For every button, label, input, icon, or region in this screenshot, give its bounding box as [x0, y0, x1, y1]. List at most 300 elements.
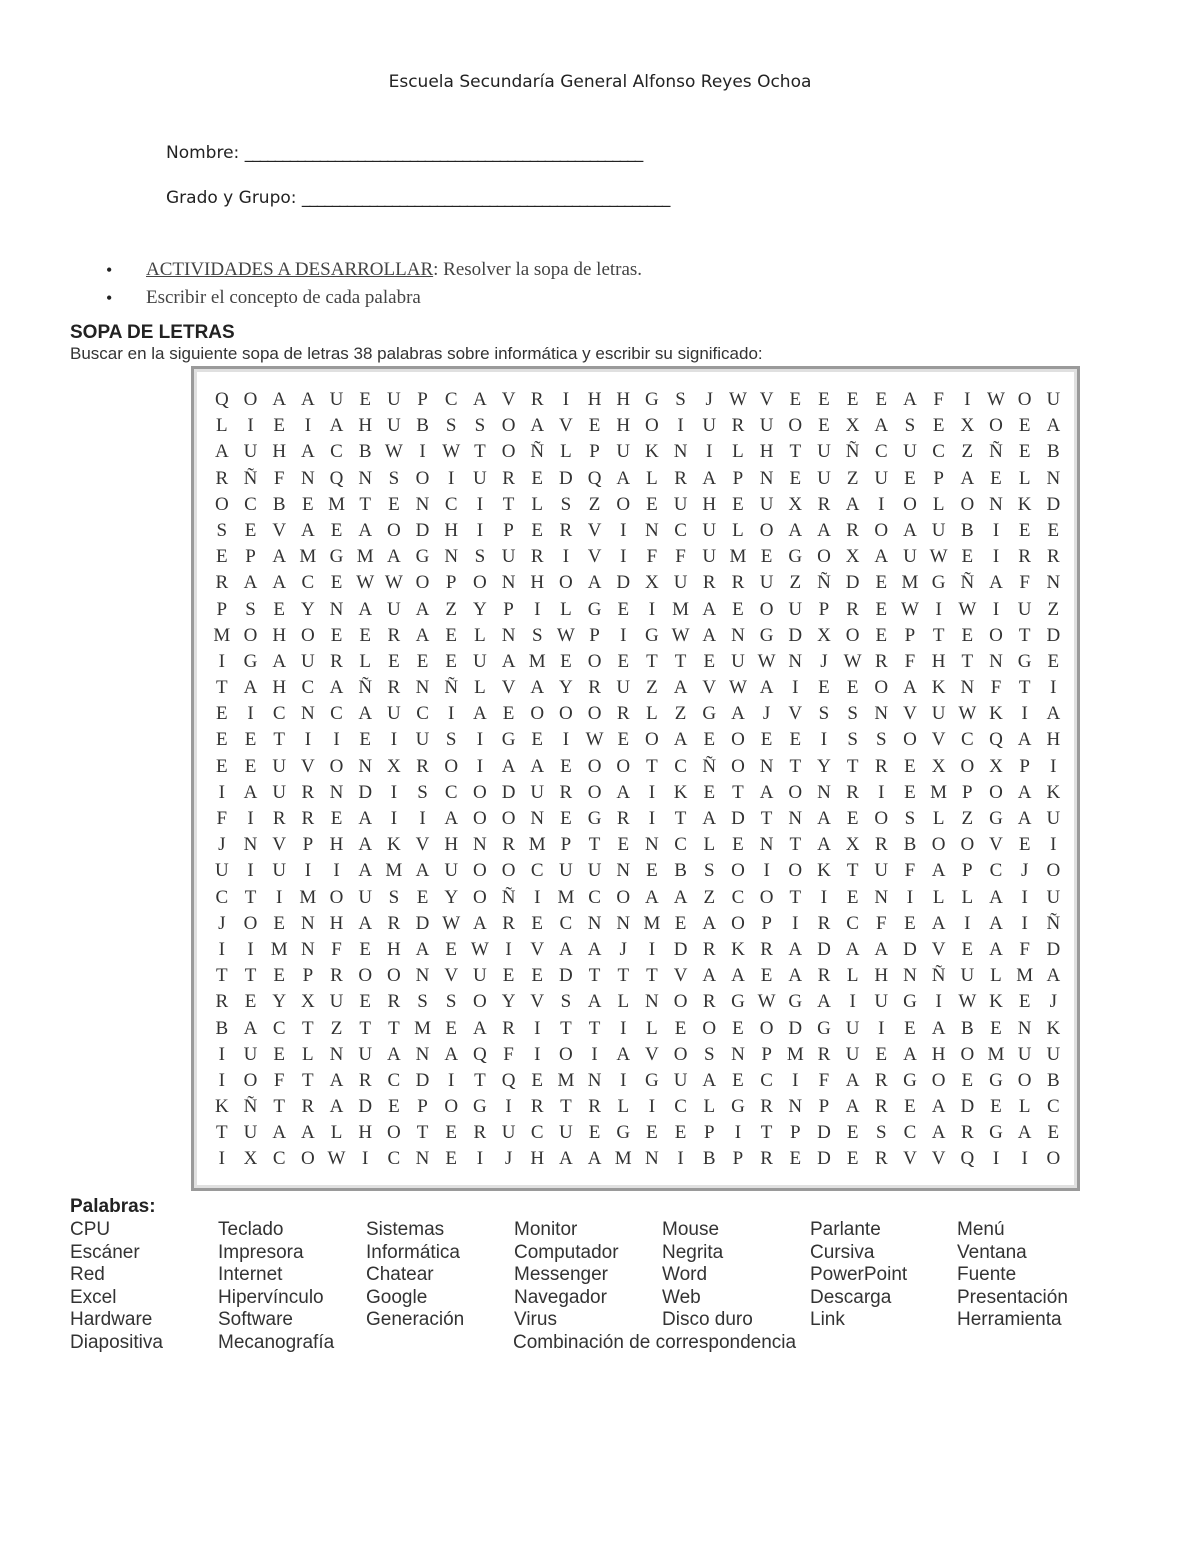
grid-cell[interactable]: R [760, 1096, 774, 1118]
grid-cell[interactable]: T [646, 965, 659, 987]
grid-cell[interactable]: N [731, 624, 746, 646]
grid-cell[interactable]: H [329, 834, 345, 856]
grid-cell[interactable]: T [674, 808, 688, 829]
grid-cell[interactable]: I [362, 1148, 370, 1170]
grid-cell[interactable]: R [760, 1148, 774, 1170]
grid-cell[interactable]: E [244, 755, 258, 777]
grid-cell[interactable]: B [1046, 1069, 1061, 1091]
grid-cell[interactable]: E [875, 389, 889, 410]
grid-cell[interactable]: I [534, 1043, 542, 1065]
grid-cell[interactable]: Y [559, 677, 574, 699]
grid-cell[interactable]: P [818, 598, 831, 620]
grid-cell[interactable]: E [789, 389, 803, 410]
grid-cell[interactable]: S [417, 991, 429, 1013]
grid-cell[interactable]: L [961, 886, 975, 908]
grid-cell[interactable]: W [929, 546, 949, 568]
grid-cell[interactable]: R [330, 965, 344, 987]
grid-cell[interactable]: L [302, 1043, 315, 1065]
grid-cell[interactable]: A [817, 519, 832, 541]
grid-cell[interactable]: R [588, 1096, 602, 1118]
grid-cell[interactable]: A [1017, 1122, 1033, 1144]
grid-cell[interactable]: I [476, 493, 485, 515]
grid-cell[interactable]: H [387, 938, 402, 960]
grid-cell[interactable]: S [445, 729, 458, 751]
grid-cell[interactable]: A [272, 1122, 288, 1144]
grid-cell[interactable]: R [817, 493, 832, 515]
grid-cell[interactable]: V [501, 389, 517, 410]
grid-cell[interactable]: I [1050, 677, 1058, 699]
grid-cell[interactable]: O [243, 1069, 259, 1091]
grid-cell[interactable]: I [390, 729, 399, 751]
grid-cell[interactable]: A [329, 1069, 345, 1091]
grid-cell[interactable]: O [530, 703, 546, 725]
grid-cell[interactable]: C [674, 1096, 688, 1118]
grid-cell[interactable]: I [448, 467, 456, 489]
grid-cell[interactable]: E [875, 572, 889, 594]
grid-cell[interactable]: O [1017, 1069, 1033, 1091]
grid-cell[interactable]: D [817, 1122, 832, 1144]
grid-cell[interactable]: M [987, 1043, 1006, 1065]
grid-cell[interactable]: C [674, 519, 688, 541]
grid-cell[interactable]: O [243, 624, 259, 646]
grid-cell[interactable]: E [1018, 519, 1032, 541]
grid-cell[interactable]: X [960, 415, 976, 437]
grid-cell[interactable]: Z [1047, 598, 1061, 620]
grid-cell[interactable]: U [903, 546, 918, 568]
grid-cell[interactable]: I [648, 598, 657, 620]
grid-cell[interactable]: W [384, 441, 404, 463]
grid-cell[interactable]: A [1046, 415, 1062, 437]
grid-cell[interactable]: H [616, 415, 632, 437]
grid-cell[interactable]: C [731, 886, 746, 908]
grid-cell[interactable]: D [1046, 938, 1062, 960]
grid-cell[interactable]: J [1020, 860, 1030, 882]
grid-cell[interactable]: A [243, 781, 259, 803]
grid-cell[interactable]: V [673, 965, 689, 987]
grid-cell[interactable]: E [273, 965, 286, 987]
grid-cell[interactable]: U [329, 389, 345, 410]
grid-cell[interactable]: I [964, 389, 972, 410]
grid-cell[interactable]: L [990, 965, 1003, 987]
grid-cell[interactable]: O [903, 493, 918, 515]
grid-cell[interactable]: C [301, 677, 316, 699]
grid-cell[interactable]: L [1018, 1096, 1032, 1118]
grid-cell[interactable]: O [788, 415, 804, 437]
grid-cell[interactable]: T [244, 886, 258, 908]
grid-cell[interactable]: V [702, 677, 718, 699]
grid-cell[interactable]: M [557, 886, 576, 908]
grid-cell[interactable]: E [732, 834, 745, 856]
grid-cell[interactable]: T [560, 1096, 573, 1118]
grid-cell[interactable]: R [760, 938, 774, 960]
grid-cell[interactable]: C [444, 493, 459, 515]
grid-cell[interactable]: A [1017, 808, 1033, 829]
grid-cell[interactable]: E [359, 624, 372, 646]
grid-cell[interactable]: O [329, 755, 345, 777]
grid-cell[interactable]: R [874, 755, 889, 777]
grid-cell[interactable]: D [415, 519, 431, 541]
grid-cell[interactable]: E [416, 886, 430, 908]
grid-cell[interactable]: R [215, 467, 230, 489]
name-field[interactable] [166, 143, 642, 163]
grid-cell[interactable]: U [387, 415, 402, 437]
grid-cell[interactable]: A [243, 1017, 259, 1039]
grid-cell[interactable]: L [932, 886, 946, 908]
grid-cell[interactable]: O [415, 467, 431, 489]
grid-cell[interactable]: U [616, 677, 632, 699]
grid-cell[interactable]: R [1046, 546, 1061, 568]
grid-cell[interactable]: Z [674, 703, 688, 725]
grid-cell[interactable]: E [961, 624, 975, 646]
grid-cell[interactable]: T [789, 441, 803, 463]
grid-cell[interactable]: W [958, 598, 978, 620]
grid-cell[interactable]: D [501, 781, 517, 803]
grid-cell[interactable]: R [674, 467, 688, 489]
grid-cell[interactable]: I [620, 1069, 628, 1091]
grid-cell[interactable]: E [531, 1069, 545, 1091]
grid-cell[interactable]: I [878, 493, 886, 515]
grid-cell[interactable]: A [989, 912, 1004, 934]
grid-cell[interactable]: U [702, 519, 718, 541]
grid-cell[interactable]: U [587, 860, 603, 882]
grid-cell[interactable]: D [788, 1017, 804, 1039]
grid-cell[interactable]: M [901, 572, 920, 594]
grid-cell[interactable]: M [557, 1069, 576, 1091]
grid-cell[interactable]: L [531, 493, 545, 515]
grid-cell[interactable]: O [1017, 389, 1033, 410]
grid-cell[interactable]: N [415, 493, 431, 515]
grid-cell[interactable]: P [1019, 755, 1031, 777]
grid-cell[interactable]: A [272, 650, 288, 672]
grid-cell[interactable]: E [932, 415, 946, 437]
grid-cell[interactable]: C [387, 1148, 402, 1170]
grid-cell[interactable]: U [387, 598, 402, 620]
grid-cell[interactable]: R [215, 991, 230, 1013]
grid-cell[interactable]: P [503, 598, 515, 620]
grid-cell[interactable]: P [445, 572, 458, 594]
grid-cell[interactable]: M [528, 834, 547, 856]
grid-cell[interactable]: A [473, 389, 488, 410]
grid-cell[interactable]: I [648, 1096, 657, 1118]
grid-cell[interactable]: E [330, 624, 344, 646]
grid-cell[interactable]: I [218, 781, 226, 803]
grid-cell[interactable]: E [330, 519, 344, 541]
grid-cell[interactable]: Q [587, 467, 603, 489]
grid-cell[interactable]: A [989, 572, 1004, 594]
grid-cell[interactable]: T [789, 755, 803, 777]
grid-cell[interactable]: T [502, 493, 516, 515]
grid-cell[interactable]: R [301, 808, 316, 829]
grid-cell[interactable]: M [270, 938, 289, 960]
grid-cell[interactable]: K [1046, 781, 1062, 803]
grid-cell[interactable]: A [329, 1096, 345, 1118]
grid-cell[interactable]: F [904, 860, 917, 882]
grid-cell[interactable]: G [931, 572, 947, 594]
grid-cell[interactable]: E [560, 650, 573, 672]
grid-cell[interactable]: G [616, 1122, 632, 1144]
grid-cell[interactable]: N [501, 572, 517, 594]
grid-cell[interactable]: I [878, 1017, 886, 1039]
grid-cell[interactable]: V [931, 1148, 947, 1170]
grid-cell[interactable]: R [502, 467, 516, 489]
grid-cell[interactable]: P [589, 624, 601, 646]
grid-cell[interactable]: R [731, 572, 746, 594]
grid-cell[interactable]: H [874, 965, 890, 987]
grid-cell[interactable]: N [415, 1043, 431, 1065]
grid-cell[interactable]: O [501, 860, 517, 882]
grid-cell[interactable]: I [1021, 886, 1029, 908]
grid-cell[interactable]: A [931, 1122, 947, 1144]
grid-cell[interactable]: S [474, 546, 487, 568]
grid-cell[interactable]: H [272, 441, 288, 463]
grid-cell[interactable]: H [931, 650, 947, 672]
grid-cell[interactable]: E [703, 729, 717, 751]
grid-cell[interactable]: M [528, 650, 547, 672]
grid-cell[interactable]: E [445, 650, 459, 672]
grid-cell[interactable]: E [330, 808, 344, 829]
grid-cell[interactable]: L [359, 650, 372, 672]
grid-cell[interactable]: A [788, 938, 804, 960]
grid-cell[interactable]: O [788, 781, 804, 803]
grid-cell[interactable]: R [874, 650, 889, 672]
grid-cell[interactable]: M [672, 598, 691, 620]
grid-cell[interactable]: I [448, 703, 456, 725]
grid-cell[interactable]: G [1017, 650, 1033, 672]
grid-cell[interactable]: E [904, 781, 917, 803]
grid-cell[interactable]: I [648, 781, 657, 803]
grid-cell[interactable]: T [273, 1096, 286, 1118]
grid-cell[interactable]: A [673, 729, 689, 751]
grid-cell[interactable]: C [874, 441, 889, 463]
grid-cell[interactable]: W [843, 650, 863, 672]
grid-cell[interactable]: D [1046, 624, 1062, 646]
grid-cell[interactable]: C [272, 1017, 287, 1039]
grid-cell[interactable]: I [562, 546, 571, 568]
grid-cell[interactable]: R [846, 781, 860, 803]
grid-cell[interactable]: C [301, 572, 316, 594]
grid-cell[interactable]: Z [646, 677, 659, 699]
grid-cell[interactable]: G [788, 546, 804, 568]
grid-cell[interactable]: F [818, 1069, 831, 1091]
grid-cell[interactable]: T [588, 965, 602, 987]
grid-cell[interactable]: A [645, 886, 660, 908]
grid-cell[interactable]: O [731, 912, 746, 934]
grid-cell[interactable]: I [534, 886, 542, 908]
grid-cell[interactable]: E [445, 624, 459, 646]
grid-cell[interactable]: A [530, 415, 546, 437]
grid-cell[interactable]: S [531, 624, 544, 646]
grid-cell[interactable]: A [415, 860, 431, 882]
grid-cell[interactable]: R [416, 755, 430, 777]
grid-cell[interactable]: A [387, 1043, 402, 1065]
grid-cell[interactable]: T [588, 834, 602, 856]
grid-cell[interactable]: R [702, 991, 717, 1013]
grid-cell[interactable]: I [476, 519, 485, 541]
grid-cell[interactable]: U [387, 703, 402, 725]
grid-cell[interactable]: A [817, 808, 832, 829]
grid-cell[interactable]: L [474, 677, 487, 699]
grid-cell[interactable]: L [560, 441, 573, 463]
grid-cell[interactable]: E [875, 1043, 889, 1065]
grid-cell[interactable]: O [616, 886, 632, 908]
grid-cell[interactable]: V [931, 729, 947, 751]
grid-cell[interactable]: U [530, 781, 546, 803]
grid-cell[interactable]: D [559, 467, 574, 489]
grid-cell[interactable]: G [989, 1122, 1004, 1144]
grid-cell[interactable]: O [559, 703, 574, 725]
grid-cell[interactable]: P [818, 1096, 831, 1118]
grid-cell[interactable]: E [990, 1017, 1003, 1039]
grid-cell[interactable]: N [329, 781, 345, 803]
grid-cell[interactable]: C [444, 781, 459, 803]
grid-cell[interactable]: O [759, 1017, 775, 1039]
grid-cell[interactable]: O [788, 860, 804, 882]
grid-cell[interactable]: L [703, 1096, 717, 1118]
grid-cell[interactable]: R [874, 834, 889, 856]
grid-cell[interactable]: A [358, 519, 374, 541]
grid-cell[interactable]: A [702, 598, 718, 620]
grid-cell[interactable]: A [501, 650, 517, 672]
grid-cell[interactable]: O [931, 1069, 947, 1091]
grid-cell[interactable]: R [960, 1122, 975, 1144]
grid-cell[interactable]: N [444, 546, 460, 568]
grid-cell[interactable]: D [817, 1148, 832, 1170]
grid-cell[interactable]: A [243, 677, 259, 699]
grid-cell[interactable]: T [216, 1122, 229, 1144]
grid-cell[interactable]: I [419, 808, 427, 829]
grid-cell[interactable]: O [587, 755, 603, 777]
grid-cell[interactable]: G [903, 991, 918, 1013]
grid-cell[interactable]: A [673, 886, 689, 908]
grid-cell[interactable]: A [616, 1043, 632, 1065]
grid-cell[interactable]: X [845, 415, 861, 437]
grid-cell[interactable]: D [358, 781, 374, 803]
grid-cell[interactable]: J [218, 912, 227, 934]
grid-cell[interactable]: I [734, 1122, 743, 1144]
grid-cell[interactable]: Z [588, 493, 602, 515]
grid-cell[interactable]: I [276, 886, 284, 908]
grid-cell[interactable]: O [616, 493, 632, 515]
grid-cell[interactable]: U [874, 991, 890, 1013]
grid-cell[interactable]: T [244, 965, 258, 987]
grid-cell[interactable]: M [643, 912, 662, 934]
grid-cell[interactable]: A [1017, 781, 1033, 803]
grid-cell[interactable]: S [818, 703, 831, 725]
grid-cell[interactable]: N [645, 991, 660, 1013]
grid-cell[interactable]: E [1018, 991, 1032, 1013]
grid-cell[interactable]: Ñ [530, 441, 546, 463]
grid-cell[interactable]: O [358, 965, 374, 987]
grid-cell[interactable]: I [792, 912, 800, 934]
grid-cell[interactable]: L [560, 598, 573, 620]
grid-cell[interactable]: Z [445, 598, 459, 620]
grid-cell[interactable]: O [501, 415, 517, 437]
grid-cell[interactable]: F [503, 1043, 515, 1065]
grid-cell[interactable]: T [273, 729, 286, 751]
grid-cell[interactable]: A [759, 677, 775, 699]
grid-cell[interactable]: E [560, 755, 573, 777]
grid-cell[interactable]: R [874, 1148, 889, 1170]
grid-cell[interactable]: N [645, 1148, 660, 1170]
grid-cell[interactable]: W [442, 912, 462, 934]
grid-cell[interactable]: P [732, 1148, 745, 1170]
grid-cell[interactable]: V [530, 938, 546, 960]
grid-cell[interactable]: U [501, 546, 517, 568]
grid-cell[interactable]: U [1017, 598, 1033, 620]
grid-cell[interactable]: T [617, 965, 631, 987]
grid-cell[interactable]: S [847, 729, 859, 751]
grid-cell[interactable]: B [358, 441, 373, 463]
grid-cell[interactable]: H [444, 834, 460, 856]
grid-cell[interactable]: T [474, 441, 487, 463]
grid-cell[interactable]: U [300, 650, 316, 672]
grid-cell[interactable]: I [1021, 912, 1029, 934]
grid-cell[interactable]: K [989, 703, 1004, 725]
grid-cell[interactable]: I [333, 729, 341, 751]
grid-cell[interactable]: H [931, 1043, 947, 1065]
grid-cell[interactable]: I [390, 781, 399, 803]
grid-cell[interactable]: N [989, 650, 1004, 672]
grid-cell[interactable]: O [473, 860, 488, 882]
grid-cell[interactable]: R [846, 519, 860, 541]
grid-cell[interactable]: U [272, 755, 288, 777]
grid-cell[interactable]: A [473, 703, 488, 725]
grid-cell[interactable]: A [731, 965, 746, 987]
grid-cell[interactable]: R [301, 1096, 316, 1118]
grid-cell[interactable]: S [876, 1122, 888, 1144]
grid-cell[interactable]: I [620, 519, 628, 541]
grid-cell[interactable]: S [445, 415, 458, 437]
grid-cell[interactable]: N [473, 834, 488, 856]
grid-cell[interactable]: A [874, 938, 890, 960]
grid-cell[interactable]: E [531, 729, 545, 751]
grid-cell[interactable]: A [817, 834, 832, 856]
grid-cell[interactable]: T [760, 808, 774, 829]
grid-cell[interactable]: A [731, 703, 746, 725]
grid-cell[interactable]: G [989, 1069, 1004, 1091]
grid-cell[interactable]: R [530, 389, 545, 410]
grid-cell[interactable]: S [216, 519, 229, 541]
grid-cell[interactable]: B [960, 519, 975, 541]
grid-cell[interactable]: N [358, 755, 374, 777]
grid-cell[interactable]: E [961, 546, 975, 568]
grid-cell[interactable]: H [1046, 729, 1062, 751]
grid-cell[interactable]: O [960, 834, 976, 856]
grid-cell[interactable]: P [761, 1043, 773, 1065]
grid-cell[interactable]: W [585, 729, 605, 751]
grid-cell[interactable]: N [415, 1148, 431, 1170]
grid-cell[interactable]: O [731, 755, 746, 777]
grid-cell[interactable]: U [759, 572, 775, 594]
grid-cell[interactable]: L [646, 1017, 659, 1039]
grid-cell[interactable]: P [904, 624, 917, 646]
grid-cell[interactable]: M [299, 546, 318, 568]
grid-cell[interactable]: W [556, 624, 576, 646]
grid-cell[interactable]: Z [961, 808, 975, 829]
grid-cell[interactable]: N [243, 834, 259, 856]
grid-cell[interactable]: O [587, 650, 603, 672]
grid-cell[interactable]: L [330, 1122, 344, 1144]
grid-cell[interactable]: I [677, 415, 685, 437]
grid-cell[interactable]: H [616, 389, 632, 410]
word-search-grid[interactable] [208, 387, 1068, 1173]
grid-cell[interactable]: E [1047, 519, 1061, 541]
grid-cell[interactable]: W [671, 624, 691, 646]
grid-cell[interactable]: I [247, 860, 255, 882]
grid-cell[interactable]: G [788, 991, 804, 1013]
grid-cell[interactable]: F [933, 389, 945, 410]
grid-cell[interactable]: R [702, 938, 717, 960]
